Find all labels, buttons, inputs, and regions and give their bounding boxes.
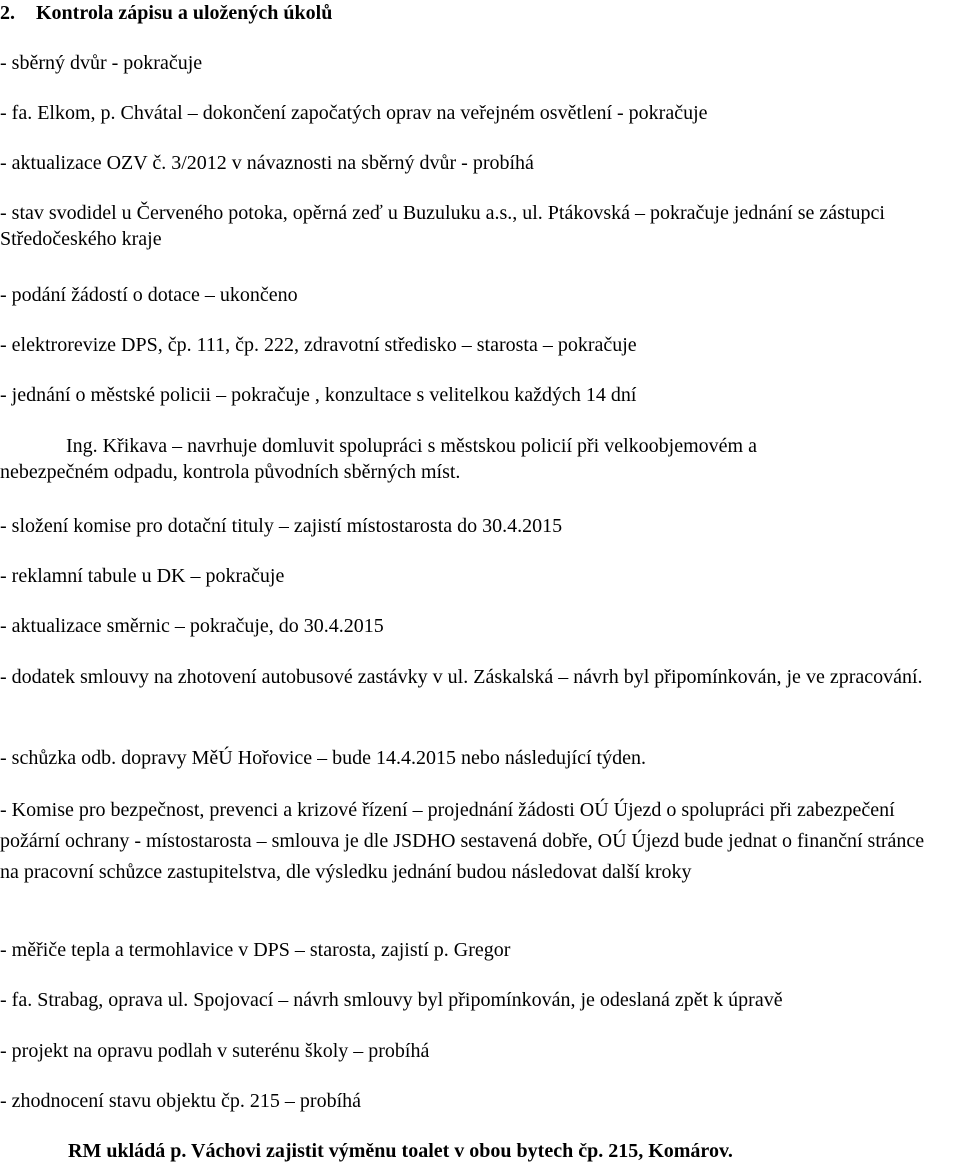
list-item: - Komise pro bezpečnost, prevenci a krizové řízení – projednání žádosti OÚ Újezd o spolupráci při zabezpečení požární ochrany - místostarosta – smlouva je dle JSDHO sestavená dobře, OÚ Újezd bude jednat o finanční stránce na pracovní schůzce zastupitelstva, dle výsledku jednání budou následovat další kroky bbox=[0, 799, 925, 883]
list-item: - měřiče tepla a termohlavice v DPS – starosta, zajistí p. Gregor bbox=[0, 939, 511, 961]
section-number: 2. bbox=[0, 2, 15, 24]
resolution-text: RM ukládá p. Váchovi zajistit výměnu toalet v obou bytech čp. 215, Komárov. bbox=[68, 1140, 733, 1162]
list-item: - podání žádostí o dotace – ukončeno bbox=[0, 284, 298, 306]
ing-note bbox=[0, 433, 950, 485]
list-item: - fa. Strabag, oprava ul. Spojovací – návrh smlouvy byl připomínkován, je odeslaná zpět k úpravě bbox=[0, 989, 783, 1011]
list-item: - schůzka odb. dopravy MěÚ Hořovice – bude 14.4.2015 nebo následující týden. bbox=[0, 747, 646, 769]
ing-note-line: Ing. Křikava – navrhuje domluvit spolupráci s městskou policií při velkoobjemovém a bbox=[66, 435, 757, 457]
list-item: - aktualizace OZV č. 3/2012 v návaznosti na sběrný dvůr - probíhá bbox=[0, 152, 534, 174]
list-item: - sběrný dvůr - pokračuje bbox=[0, 52, 203, 74]
list-item: - fa. Elkom, p. Chvátal – dokončení započatých oprav na veřejném osvětlení - pokračuje bbox=[0, 102, 708, 124]
list-item: - jednání o městské policii – pokračuje , konzultace s velitelkou každých 14 dní bbox=[0, 384, 637, 406]
ing-note-line: nebezpečném odpadu, kontrola původních sběrných míst. bbox=[0, 461, 461, 483]
list-item: - projekt na opravu podlah v suterénu školy – probíhá bbox=[0, 1040, 430, 1062]
section-heading bbox=[0, 0, 332, 26]
list-item: - dodatek smlouvy na zhotovení autobusové zastávky v ul. Záskalská – návrh byl připomínkován, je ve zpracování. bbox=[0, 666, 923, 688]
section-title: Kontrola zápisu a uložených úkolů bbox=[36, 2, 333, 24]
list-item: - zhodnocení stavu objektu čp. 215 – probíhá bbox=[0, 1090, 362, 1112]
list-item: - elektrorevize DPS, čp. 111, čp. 222, zdravotní středisko – starosta – pokračuje bbox=[0, 334, 637, 356]
list-item: - složení komise pro dotační tituly – zajistí místostarosta do 30.4.2015 bbox=[0, 515, 563, 537]
list-item: - aktualizace směrnic – pokračuje, do 30.4.2015 bbox=[0, 615, 384, 637]
list-item: - stav svodidel u Červeného potoka, opěrná zeď u Buzuluku a.s., ul. Ptákovská – pokračuje jednání se zástupci Středočeského kraje bbox=[0, 202, 885, 250]
list-item: - reklamní tabule u DK – pokračuje bbox=[0, 565, 285, 587]
